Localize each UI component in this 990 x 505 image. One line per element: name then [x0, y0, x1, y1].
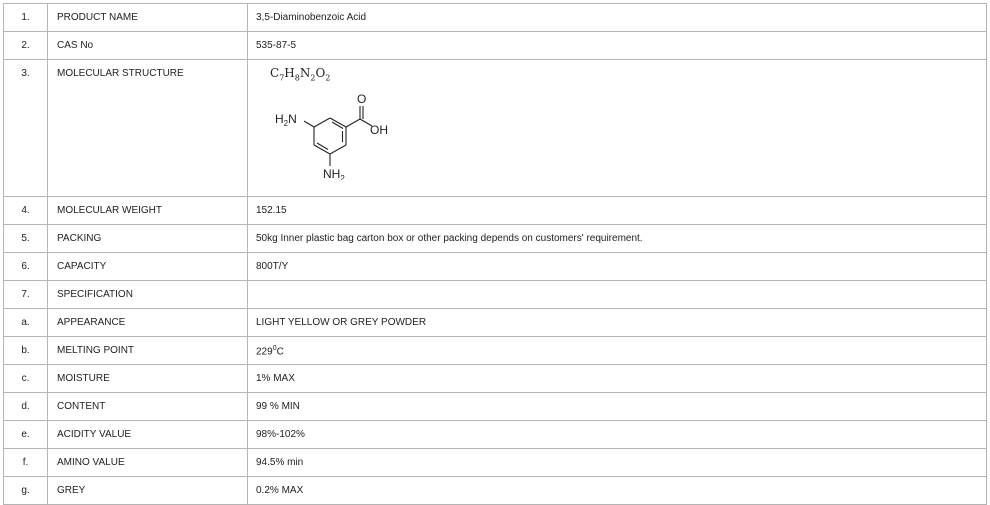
table-row — [4, 365, 987, 393]
row-number: 1. — [4, 4, 48, 32]
row-label: ACIDITY VALUE — [48, 421, 248, 449]
row-value: 98%-102% — [248, 421, 987, 449]
row-number: g. — [4, 477, 48, 505]
table-row — [4, 197, 987, 225]
row-label: PRODUCT NAME — [48, 4, 248, 32]
row-label: MOLECULAR WEIGHT — [48, 197, 248, 225]
row-label: MELTING POINT — [48, 337, 248, 365]
row-number: e. — [4, 421, 48, 449]
table-row — [4, 4, 987, 32]
row-value: 99 % MIN — [248, 393, 987, 421]
section-heading: SPECIFICATION — [48, 281, 248, 309]
row-label: MOISTURE — [48, 365, 248, 393]
table-row — [4, 477, 987, 505]
row-value: 800T/Y — [248, 253, 987, 281]
row-number: d. — [4, 393, 48, 421]
table-row — [4, 309, 987, 337]
table-row — [4, 32, 987, 60]
table-row — [4, 421, 987, 449]
row-label: PACKING — [48, 225, 248, 253]
amino-label-bottom: $NH_2$ — [323, 167, 345, 181]
amino-label-left: $H_2N$ — [275, 112, 297, 129]
table-row — [4, 253, 987, 281]
row-number: 5. — [4, 225, 48, 253]
row-value: 94.5% min — [248, 449, 987, 477]
molecular-structure-cell — [248, 60, 987, 197]
row-number: 6. — [4, 253, 48, 281]
row-value: 50kg Inner plastic bag carton box or other packing depends on customers' requirement. — [248, 225, 987, 253]
row-value: 0.2% MAX — [248, 477, 987, 505]
row-number: c. — [4, 365, 48, 393]
table-row — [4, 60, 987, 197]
table-row — [4, 281, 987, 309]
oxygen-label: O — [357, 92, 367, 107]
row-label: AMINO VALUE — [48, 449, 248, 477]
row-number: 2. — [4, 32, 48, 60]
row-value — [248, 281, 987, 309]
row-value: 1% MAX — [248, 365, 987, 393]
row-number: 7. — [4, 281, 48, 309]
structure-diagram — [260, 86, 400, 180]
table-row — [4, 337, 987, 365]
table-row — [4, 225, 987, 253]
row-label: MOLECULAR STRUCTURE — [48, 60, 248, 197]
hydroxyl-label: OH — [370, 123, 388, 138]
row-value: LIGHT YELLOW OR GREY POWDER — [248, 309, 987, 337]
melting-point-value: $229^0C$ — [248, 337, 987, 365]
molecular-formula: $C_7H_8N_2O_2$ — [270, 66, 331, 83]
row-label: GREY — [48, 477, 248, 505]
spec-table — [3, 3, 987, 505]
row-value: 535-87-5 — [248, 32, 987, 60]
row-number: f. — [4, 449, 48, 477]
row-label: CAPACITY — [48, 253, 248, 281]
row-number: 4. — [4, 197, 48, 225]
row-label: CONTENT — [48, 393, 248, 421]
row-number: b. — [4, 337, 48, 365]
row-label: APPEARANCE — [48, 309, 248, 337]
row-value: 3,5-Diaminobenzoic Acid — [248, 4, 987, 32]
row-number: a. — [4, 309, 48, 337]
row-label: CAS No — [48, 32, 248, 60]
row-value: 152.15 — [248, 197, 987, 225]
table-row — [4, 449, 987, 477]
row-number: 3. — [4, 60, 48, 197]
table-row — [4, 393, 987, 421]
